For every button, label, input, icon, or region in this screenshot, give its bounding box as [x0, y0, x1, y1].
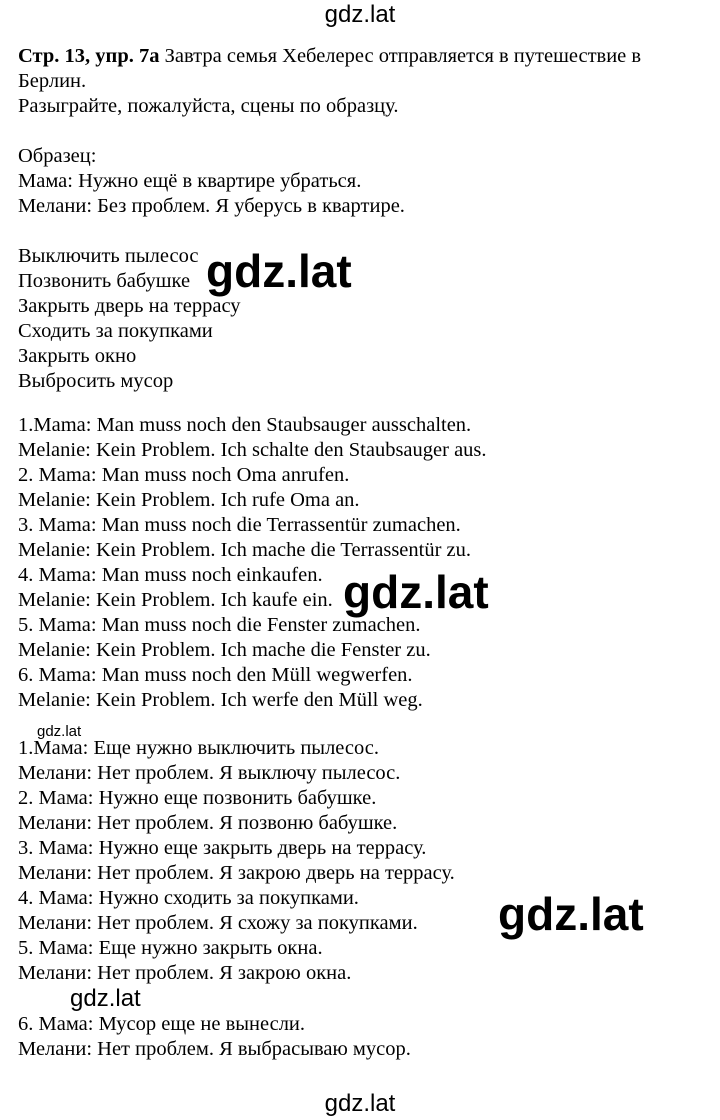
dialogue-line: 4. Mama: Man muss noch einkaufen. — [18, 564, 323, 586]
dialogue-line: Мелани: Нет проблем. Я позвоню бабушке. — [18, 812, 398, 834]
watermark-large: gdz.lat — [498, 888, 644, 940]
task-text-1: Завтра семья Хебелерес отправляется в путешествие в — [164, 45, 642, 67]
dialogue-line: Melanie: Kein Problem. Ich werfe den Müll weg. — [18, 689, 423, 711]
task-item: Закрыть окно — [18, 345, 137, 367]
dialogue-line: 2. Мама: Нужно еще позвонить бабушке. — [18, 787, 377, 809]
watermark-large: gdz.lat — [343, 566, 489, 618]
dialogue-line: 1.Мама: Еще нужно выключить пылесос. — [18, 737, 380, 759]
dialogue-line: 5. Mama: Man muss noch die Fenster zumachen. — [18, 614, 421, 636]
sample-label: Образец: — [18, 145, 97, 167]
sample-line-melanie: Мелани: Без проблем. Я уберусь в квартире. — [18, 195, 405, 217]
dialogue-line: 4. Мама: Нужно сходить за покупками. — [18, 887, 359, 909]
german-dialogues — [18, 413, 487, 713]
spacer — [18, 119, 641, 144]
task-text-3: Разыграйте, пожалуйста, сцены по образцу. — [18, 95, 399, 117]
dialogue-line: Melanie: Kein Problem. Ich mache die Fenster zu. — [18, 639, 431, 661]
russian-dialogues-last — [18, 1012, 411, 1062]
task-item: Выбросить мусор — [18, 370, 174, 392]
dialogue-line: 3. Мама: Нужно еще закрыть дверь на террасу. — [18, 837, 427, 859]
task-header-line — [18, 44, 641, 69]
dialogue-line: Melanie: Kein Problem. Ich schalte den Staubsauger aus. — [18, 439, 487, 461]
dialogue-line: Melanie: Kein Problem. Ich mache die Terrassentür zu. — [18, 539, 472, 561]
watermark-small: gdz.lat — [70, 985, 141, 1012]
watermark-top: gdz.lat — [324, 1, 396, 28]
dialogue-line: Мелани: Нет проблем. Я выбрасываю мусор. — [18, 1038, 411, 1060]
dialogue-line: Мелани: Нет проблем. Я выключу пылесос. — [18, 762, 401, 784]
exercise-ref: Стр. 13, упр. 7а — [18, 45, 160, 67]
task-item: Закрыть дверь на террасу — [18, 295, 241, 317]
dialogue-line: 5. Мама: Еще нужно закрыть окна. — [18, 937, 323, 959]
watermark-large: gdz.lat — [206, 245, 352, 297]
watermark-small: gdz.lat — [37, 723, 82, 740]
dialogue-line: 2. Mama: Man muss noch Oma anrufen. — [18, 464, 350, 486]
task-item: Выключить пылесос — [18, 245, 199, 267]
task-text-2: Берлин. — [18, 70, 87, 92]
dialogue-line: Melanie: Kein Problem. Ich kaufe ein. — [18, 589, 333, 611]
intro-block — [18, 44, 641, 219]
watermark-bottom: gdz.lat — [324, 1090, 396, 1117]
russian-dialogues — [18, 736, 455, 986]
dialogue-line: 6. Мама: Мусор еще не вынесли. — [18, 1013, 306, 1035]
dialogue-line: Мелани: Нет проблем. Я закрою окна. — [18, 962, 352, 984]
task-item: Позвонить бабушке — [18, 270, 191, 292]
dialogue-line: 3. Mama: Man muss noch die Terrassentür zumachen. — [18, 514, 461, 536]
sample-line-mama: Мама: Нужно ещё в квартире убраться. — [18, 170, 362, 192]
task-item: Сходить за покупками — [18, 320, 213, 342]
dialogue-line: 6. Mama: Man muss noch den Müll wegwerfen. — [18, 664, 413, 686]
dialogue-line: Мелани: Нет проблем. Я закрою дверь на террасу. — [18, 862, 455, 884]
dialogue-line: Melanie: Kein Problem. Ich rufe Oma an. — [18, 489, 360, 511]
dialogue-line: 1.Mama: Man muss noch den Staubsauger ausschalten. — [18, 414, 472, 436]
dialogue-line: Мелани: Нет проблем. Я схожу за покупками. — [18, 912, 418, 934]
